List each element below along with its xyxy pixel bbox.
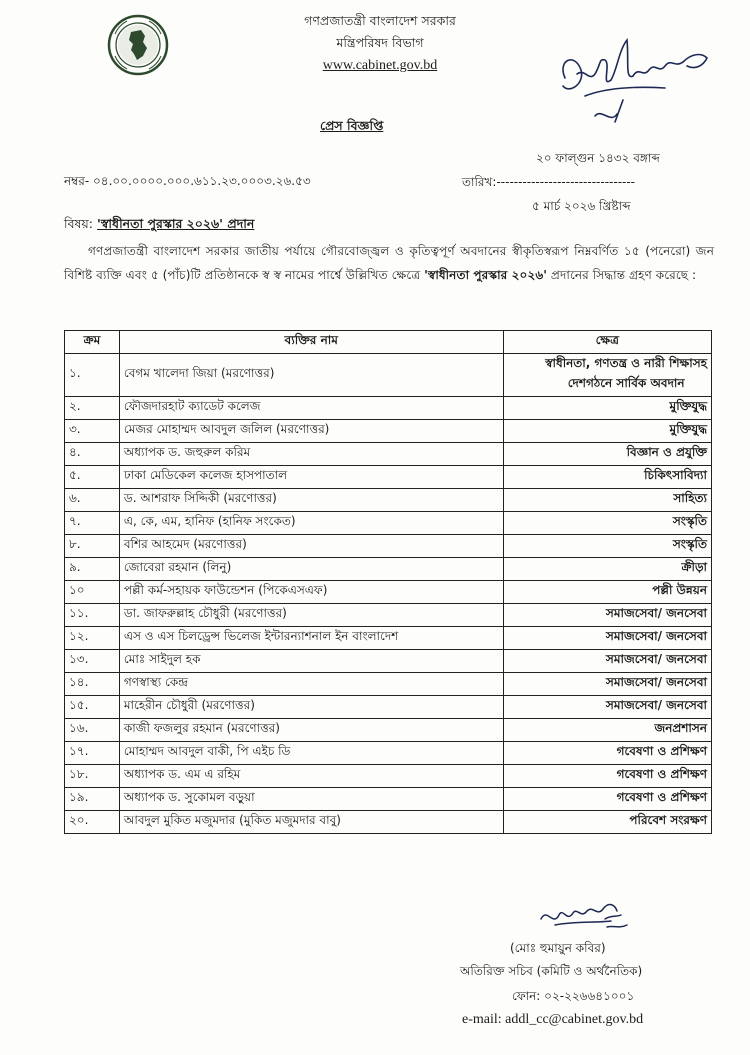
row-serial: ১৮. (65, 765, 120, 788)
row-field-line: সংস্কৃতি (672, 514, 707, 528)
row-name: জোবেরা রহমান (লিনু) (119, 558, 503, 581)
row-field-line: সংস্কৃতি (672, 537, 707, 551)
row-field-line: ক্রীড়া (681, 560, 707, 574)
table-row (65, 581, 712, 604)
row-serial: ৮. (65, 535, 120, 558)
row-field-text (545, 355, 707, 395)
row-field-text (652, 582, 707, 602)
row-serial: ১০ (65, 581, 120, 604)
row-field (503, 354, 711, 397)
row-field-text (606, 651, 707, 671)
row-field (503, 535, 711, 558)
table-row (65, 650, 712, 673)
body-paragraph (64, 239, 714, 287)
row-name: মাহেরীন চৌধুরী (মরণোত্তর) (119, 696, 503, 719)
table-row (65, 558, 712, 581)
date-row (462, 174, 682, 194)
row-serial: ১১. (65, 604, 120, 627)
row-field (503, 788, 711, 811)
row-field (503, 466, 711, 489)
row-field-text (617, 743, 707, 763)
row-field-text (681, 559, 707, 579)
header-serial: ক্রম (65, 331, 120, 354)
row-field-text (673, 536, 707, 556)
header-field: ক্ষেত্র (503, 331, 711, 354)
row-field-line: সমাজসেবা/ জনসেবা (605, 652, 707, 666)
row-field-line: সমাজসেবা/ জনসেবা (605, 698, 707, 712)
row-field-text (606, 628, 707, 648)
row-field (503, 443, 711, 466)
row-field (503, 604, 711, 627)
row-serial: ১৫. (65, 696, 120, 719)
table-row (65, 354, 712, 397)
row-field-text (673, 513, 707, 533)
row-field (503, 719, 711, 742)
header-website[interactable]: www.cabinet.gov.bd (322, 58, 438, 73)
date-line: -------------------------------- (496, 175, 636, 189)
subject-line (64, 216, 254, 236)
row-name: অধ্যাপক ড. জহুরুল করিম (119, 443, 503, 466)
row-field-line: জনপ্রশাসন (654, 721, 707, 735)
row-serial: ১৭. (65, 742, 120, 765)
row-serial: ১৯. (65, 788, 120, 811)
row-name: পল্লী কর্ম-সহায়ক ফাউন্ডেশন (পিকেএসএফ) (119, 581, 503, 604)
row-serial: ৭. (65, 512, 120, 535)
row-serial: ১৩. (65, 650, 120, 673)
signatory-name: (মোঃ হুমায়ুন কবির) (510, 941, 606, 955)
row-field (503, 650, 711, 673)
row-name: এ, কে, এম, হানিফ (হানিফ সংকেত) (119, 512, 503, 535)
row-field-line: মুক্তিযুদ্ধ (669, 399, 707, 413)
row-field-line: সাহিত্য (673, 491, 707, 505)
row-field-text (606, 674, 707, 694)
row-serial: ১৬. (65, 719, 120, 742)
press-release-title: প্রেস বিজ্ঞপ্তি (320, 118, 384, 133)
row-serial: ১৪. (65, 673, 120, 696)
row-field-text (617, 789, 707, 809)
table-row (65, 673, 712, 696)
row-serial: ৫. (65, 466, 120, 489)
table-row (65, 604, 712, 627)
row-field-line: স্বাধীনতা, গণতন্ত্র ও নারী শিক্ষাসহ (545, 356, 707, 370)
table-row (65, 627, 712, 650)
table-row (65, 443, 712, 466)
date-english: ৫ মার্চ ২০২৬ খ্রিষ্টাব্দ (532, 199, 631, 213)
row-field (503, 558, 711, 581)
row-name: ড. আশরাফ সিদ্দিকী (মরণোত্তর) (119, 489, 503, 512)
row-field (503, 765, 711, 788)
signatory-phone: ফোন: ০২-২২৬৬৪১০০১ (512, 989, 635, 1003)
table-row (65, 765, 712, 788)
table-row (65, 535, 712, 558)
table-row (65, 788, 712, 811)
row-field (503, 673, 711, 696)
row-name: বেগম খালেদা জিয়া (মরণোত্তর) (119, 354, 503, 397)
row-field-text (644, 467, 707, 487)
row-field (503, 397, 711, 420)
signatory-email[interactable]: e-mail: addl_cc@cabinet.gov.bd (462, 1012, 644, 1027)
table-row (65, 512, 712, 535)
row-field-text (606, 605, 707, 625)
signature-icon (555, 30, 715, 140)
subject-text: 'স্বাধীনতা পুরস্কার ২০২৬' প্রদান (97, 216, 255, 231)
row-field-text (606, 697, 707, 717)
row-serial: ২. (65, 397, 120, 420)
row-name: আবদুল মুকিত মজুমদার (মুকিত মজুমদার বাবু) (119, 811, 503, 834)
row-field-line: গবেষণা ও প্রশিক্ষণ (616, 790, 707, 804)
row-field-text (673, 490, 707, 510)
row-field (503, 489, 711, 512)
table-row (65, 420, 712, 443)
table-header-row (65, 331, 712, 354)
paragraph-award-name: 'স্বাধীনতা পুরস্কার ২০২৬' (424, 268, 548, 282)
row-field (503, 627, 711, 650)
row-name: অধ্যাপক ড. সুকোমল বড়ুয়া (119, 788, 503, 811)
row-field-text (670, 398, 707, 418)
date-bangla: ২০ ফাল্গুন ১৪৩২ বঙ্গাব্দ (536, 151, 660, 165)
header-division: মন্ত্রিপরিষদ বিভাগ (336, 35, 424, 50)
row-field (503, 420, 711, 443)
row-name: অধ্যাপক ড. এম এ রহিম (119, 765, 503, 788)
row-field (503, 811, 711, 834)
row-field (503, 512, 711, 535)
table-row (65, 742, 712, 765)
government-seal-icon (107, 14, 169, 76)
row-serial: ৩. (65, 420, 120, 443)
row-name: ডা. জাফরুল্লাহ চৌধুরী (মরণোত্তর) (119, 604, 503, 627)
row-name: মোঃ সাইদুল হক (119, 650, 503, 673)
row-name: ফৌজদারহাট ক্যাডেট কলেজ (119, 397, 503, 420)
row-name: এস ও এস চিলড্রেন্স ভিলেজ ইন্টারন্যাশনাল ইন বাংলাদেশ (119, 627, 503, 650)
row-field-line: সমাজসেবা/ জনসেবা (605, 606, 707, 620)
row-field (503, 696, 711, 719)
table-row (65, 811, 712, 834)
table-row (65, 466, 712, 489)
row-serial: ৬. (65, 489, 120, 512)
table-row (65, 489, 712, 512)
row-name: বশির আহমেদ (মরণোত্তর) (119, 535, 503, 558)
row-field-line: পরিবেশ সংরক্ষণ (629, 813, 707, 827)
table-row (65, 696, 712, 719)
row-serial: ৪. (65, 443, 120, 466)
row-field-line: মুক্তিযুদ্ধ (669, 422, 707, 436)
row-field (503, 742, 711, 765)
row-name: গণস্বাস্থ্য কেন্দ্র (119, 673, 503, 696)
row-field-line: সমাজসেবা/ জনসেবা (605, 629, 707, 643)
row-serial: ২০. (65, 811, 120, 834)
row-field-text (654, 720, 707, 740)
row-field-text (627, 444, 707, 464)
date-block (462, 150, 682, 218)
row-serial: ১২. (65, 627, 120, 650)
row-field-line: গবেষণা ও প্রশিক্ষণ (616, 767, 707, 781)
signature-icon (535, 897, 645, 942)
row-field-line: বিজ্ঞান ও প্রযুক্তি (626, 445, 707, 459)
paragraph-part2: প্রদানের সিদ্ধান্ত গ্রহণ করেছে : (547, 268, 697, 282)
header-government: গণপ্রজাতন্ত্রী বাংলাদেশ সরকার (304, 13, 456, 28)
row-serial: ৯. (65, 558, 120, 581)
table-row (65, 397, 712, 420)
subject-label: বিষয়: (64, 216, 94, 231)
row-name: কাজী ফজলুর রহমান (মরণোত্তর) (119, 719, 503, 742)
row-field-line: চিকিৎসাবিদ্যা (644, 468, 707, 482)
paragraph-part1: গণপ্রজাতন্ত্রী বাংলাদেশ সরকার জাতীয় পর্যায়ে গৌরবোজ্জ্বল ও কৃতিত্বপূর্ণ অবদানের স্বীকৃতিস্বরূপ নিম্নবর্ণিত ১৫ (পনেরো) জন বিশিষ্ট ব্যক্তি এবং ৫ (পাঁচ)টি প্রতিষ্ঠানকে স্ব স্ব নামের পার্শ্বে উল্লিখিত ক্ষেত্রে (64, 244, 714, 282)
signatory-title: অতিরিক্ত সচিব (কমিটি ও অর্থনৈতিক) (460, 964, 643, 978)
row-name: মেজর মোহাম্মদ আবদুল জলিল (মরণোত্তর) (119, 420, 503, 443)
memo-number: নম্বর- ০৪.০০.০০০০.০০০.৬১১.২৩.০০০৩.২৬.৫৩ (64, 174, 311, 188)
row-field-line: সমাজসেবা/ জনসেবা (605, 675, 707, 689)
row-field-line: গবেষণা ও প্রশিক্ষণ (616, 744, 707, 758)
row-field-text (629, 812, 707, 832)
row-field (503, 581, 711, 604)
row-field-text (617, 766, 707, 786)
row-field-line: পল্লী উন্নয়ন (652, 583, 707, 597)
row-serial: ১. (65, 354, 120, 397)
table-body (65, 354, 712, 834)
row-name: মোহাম্মদ আবদুল বাকী, পি এইচ ডি (119, 742, 503, 765)
header-name: ব্যক্তির নাম (119, 331, 503, 354)
table-row (65, 719, 712, 742)
row-field-text (670, 421, 707, 441)
row-field-line-2: দেশগঠনে সার্বিক অবদান (567, 376, 685, 390)
date-label: তারিখ: (462, 175, 497, 189)
awards-table (64, 330, 712, 834)
row-name: ঢাকা মেডিকেল কলেজ হাসপাতাল (119, 466, 503, 489)
